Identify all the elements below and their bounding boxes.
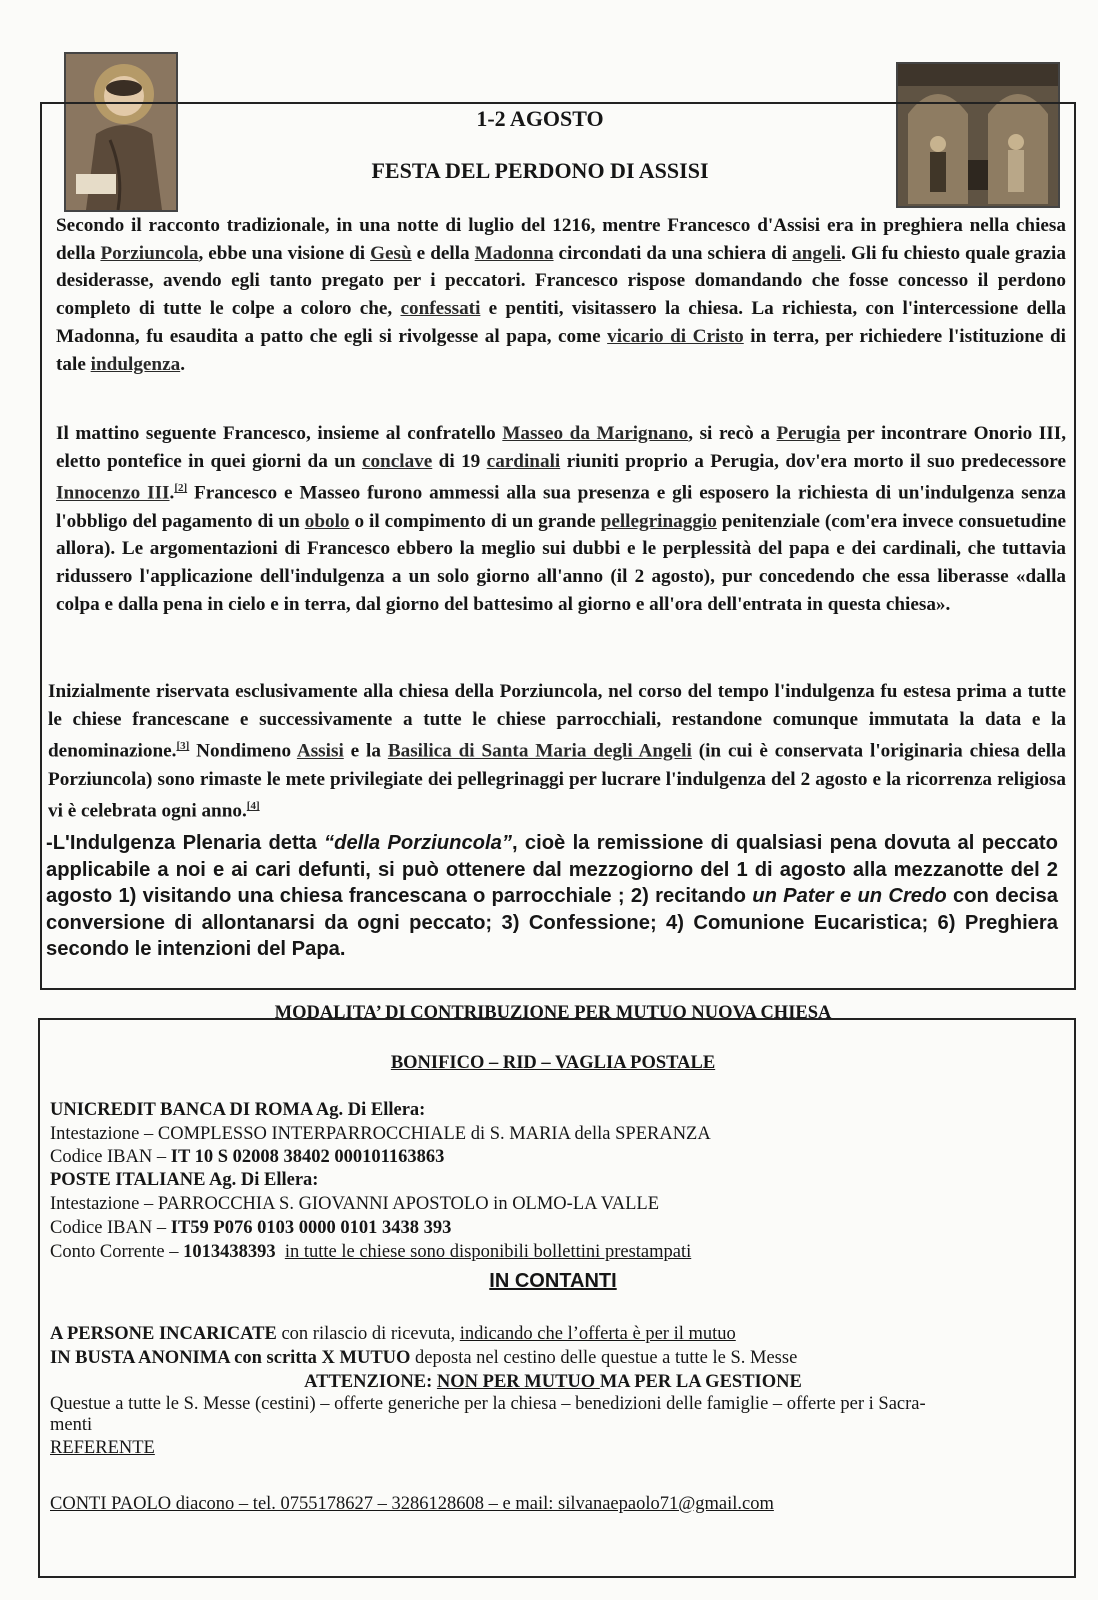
link-angeli[interactable]: angeli	[792, 242, 842, 264]
paragraph-1	[56, 212, 1066, 378]
link-masseo[interactable]: Masseo da Marignano	[502, 423, 689, 444]
italic-text: “della Porziuncola”	[324, 832, 512, 854]
persone-label: A PERSONE INCARICATE	[50, 1324, 277, 1344]
text: circondati da una schiera di	[553, 242, 793, 264]
bank1-intestazione: Intestazione – COMPLESSO INTERPARROCCHIALE di S. MARIA della SPERANZA	[50, 1124, 711, 1144]
text: deposta nel cestino delle questue a tutte le S. Messe	[410, 1348, 798, 1368]
text: di 19	[432, 450, 487, 472]
attenzione-line	[48, 1372, 1058, 1393]
text: con decisa conversione di allontanarsi da ogni peccato; 3) Confessione; 4) Comunione Eucaristica; 6) Preghiera secondo le intenzioni del Papa.	[46, 885, 1058, 961]
paragraph-4	[46, 830, 1058, 963]
text: Nondimeno	[189, 740, 297, 762]
bank1-name: UNICREDIT BANCA DI ROMA Ag. Di Ellera:	[50, 1100, 426, 1120]
iban-value: IT 10 S 02008 38402 000101163863	[170, 1147, 445, 1167]
text: , cioè la remissione di qualsiasi pena dovuta al peccato applicabile a noi e ai cari defunti, si può ottenere dal mezzogiorno del 1 di agosto alla mezzanotte del 2 agosto 1) visitando una chiesa francescana o parrocchiale ; 2) recitando	[46, 832, 1058, 908]
link-assisi[interactable]: Assisi	[296, 740, 344, 762]
date-title: 1-2 AGOSTO	[476, 106, 604, 131]
text: per incontrare Onorio III, eletto pontefice in quei giorni da un	[56, 423, 1066, 472]
text: -L'Indulgenza Plenaria detta	[46, 832, 325, 854]
busta-label: IN BUSTA ANONIMA con scritta X MUTUO	[50, 1348, 411, 1368]
iban-label: Codice IBAN –	[50, 1218, 171, 1238]
text: Francesco e Masseo furono ammessi alla sua presenza e gli esposero la richiesta di un'indulgenza senza l'obbligo del pagamento di un	[56, 482, 1066, 532]
reference-3[interactable]: [3]	[176, 740, 190, 753]
text: indicando che l’offerta è per il mutuo	[459, 1324, 736, 1344]
bank2-intestazione: Intestazione – PARROCCHIA S. GIOVANNI APOSTOLO in OLMO-LA VALLE	[50, 1194, 659, 1214]
cc-label: Conto Corrente –	[50, 1242, 184, 1262]
text: .	[180, 353, 186, 375]
persone-line	[50, 1324, 1060, 1345]
text: , ebbe una visione di	[198, 242, 371, 264]
text: NON PER MUTUO	[436, 1372, 600, 1392]
questue-line-2: menti	[50, 1415, 93, 1435]
mutuo-subtitle: BONIFICO – RID – VAGLIA POSTALE	[390, 1053, 716, 1073]
page-title: FESTA DEL PERDONO DI ASSISI	[371, 158, 709, 183]
text: e la	[343, 740, 388, 762]
cc-note: in tutte le chiese sono disponibili bollettini prestampati	[284, 1242, 692, 1262]
text: (in cui è conservata l'originaria chiesa della Porziuncola) sono rimaste le mete privilegiate dei pellegrinaggi per lucrare l'indulgenza del 2 agosto e la ricorrenza religiosa vi è celebrata ogni anno.	[48, 740, 1066, 822]
iban-value: IT59 P076 0103 0000 0101 3438 393	[170, 1218, 452, 1238]
text: Il mattino seguente Francesco, insieme al confratello	[56, 423, 503, 444]
link-vicario-di-cristo[interactable]: vicario di Cristo	[607, 325, 744, 347]
text: e pentiti, visitassero la chiesa. La richiesta, con l'intercessione della Madonna, fu esaudita a patto che egli si rivolgesse al papa, come	[56, 298, 1066, 347]
bank2-name: POSTE ITALIANE Ag. Di Ellera:	[50, 1170, 319, 1190]
italic-text: un Pater e un Credo	[752, 885, 947, 908]
text: , si recò a	[688, 423, 777, 444]
reference-4[interactable]: [4]	[246, 800, 260, 813]
link-cardinali[interactable]: cardinali	[486, 450, 561, 472]
link-innocenzo[interactable]: Innocenzo III	[56, 482, 170, 504]
text: ATTENZIONE:	[304, 1372, 437, 1392]
text: Secondo il racconto tradizionale, in una notte di luglio del 1216, mentre Francesco d'Assisi era in preghiera nella chiesa della	[56, 215, 1066, 264]
link-gesu[interactable]: Gesù	[370, 242, 412, 264]
text: in terra, per richiedere l'istituzione di tale	[56, 325, 1066, 375]
link-confessati[interactable]: confessati	[400, 298, 481, 320]
paragraph-2	[56, 420, 1066, 618]
referente-label: REFERENTE	[50, 1438, 155, 1458]
text: Inizialmente riservata esclusivamente alla chiesa della Porziuncola, nel corso del tempo l'indulgenza fu estesa prima a tutte le chiese francescane e successivamente a tutte le chiese parrocchiali, restandone comunque immutata la data e la denominazione.	[48, 681, 1066, 762]
link-madonna[interactable]: Madonna	[474, 242, 554, 264]
link-indulgenza[interactable]: indulgenza	[90, 353, 181, 375]
contanti-heading: IN CONTANTI	[489, 1270, 617, 1292]
link-porziuncola[interactable]: Porziuncola	[100, 242, 199, 264]
text: e della	[411, 242, 475, 264]
paragraph-3	[48, 678, 1066, 825]
iban-label: Codice IBAN –	[50, 1147, 171, 1167]
reference-2[interactable]: [2]	[174, 482, 188, 495]
conto-corrente-line	[50, 1242, 1060, 1263]
text: penitenziale (com'era invece consuetudine allora). Le argomentazioni di Francesco ebbero la meglio sui dubbi e le perplessità del papa e dei cardinali, che tuttavia ridussero l'applicazione dell'indulgenza a un solo giorno all'anno (il 2 agosto), pur concedendo che essa liberasse «dalla colpa e dalla pena in cielo e in terra, dal giorno del battesimo al giorno e all'ora dell'entrata in questa chiesa».	[56, 510, 1067, 615]
questue-line-1: Questue a tutte le S. Messe (cestini) – offerte generiche per la chiesa – benedizioni delle famiglie – offerte per i Sacra-	[50, 1394, 926, 1414]
mutuo-title: MODALITA’ DI CONTRIBUZIONE PER MUTUO NUOVA CHIESA	[274, 1003, 832, 1023]
link-obolo[interactable]: obolo	[304, 510, 350, 532]
link-basilica[interactable]: Basilica di Santa Maria degli Angeli	[387, 740, 692, 762]
busta-line	[50, 1348, 1060, 1369]
text: con rilascio di ricevuta,	[276, 1324, 460, 1344]
bank1-iban-line	[50, 1147, 1060, 1168]
contact-line[interactable]: CONTI PAOLO diacono – tel. 0755178627 – 3286128608 – e mail: silvanaepaolo71@gmail.com	[50, 1494, 774, 1514]
text: MA PER LA GESTIONE	[599, 1372, 802, 1392]
link-pellegrinaggio[interactable]: pellegrinaggio	[600, 510, 717, 532]
link-perugia[interactable]: Perugia	[776, 423, 841, 444]
text: o il compimento di un grande	[349, 510, 601, 532]
text: . Gli fu chiesto quale grazia desiderasse, avendo egli tanto pregato per i peccatori. Francesco rispose domandando che fosse concesso il perdono completo di tutte le colpe a coloro che,	[56, 242, 1066, 320]
bank2-iban-line	[50, 1218, 1060, 1239]
text: riuniti proprio a Perugia, dov'era morto il suo predecessore	[560, 450, 1066, 472]
link-conclave[interactable]: conclave	[361, 450, 433, 472]
text: .	[169, 482, 175, 504]
cc-number: 1013438393	[183, 1242, 276, 1262]
